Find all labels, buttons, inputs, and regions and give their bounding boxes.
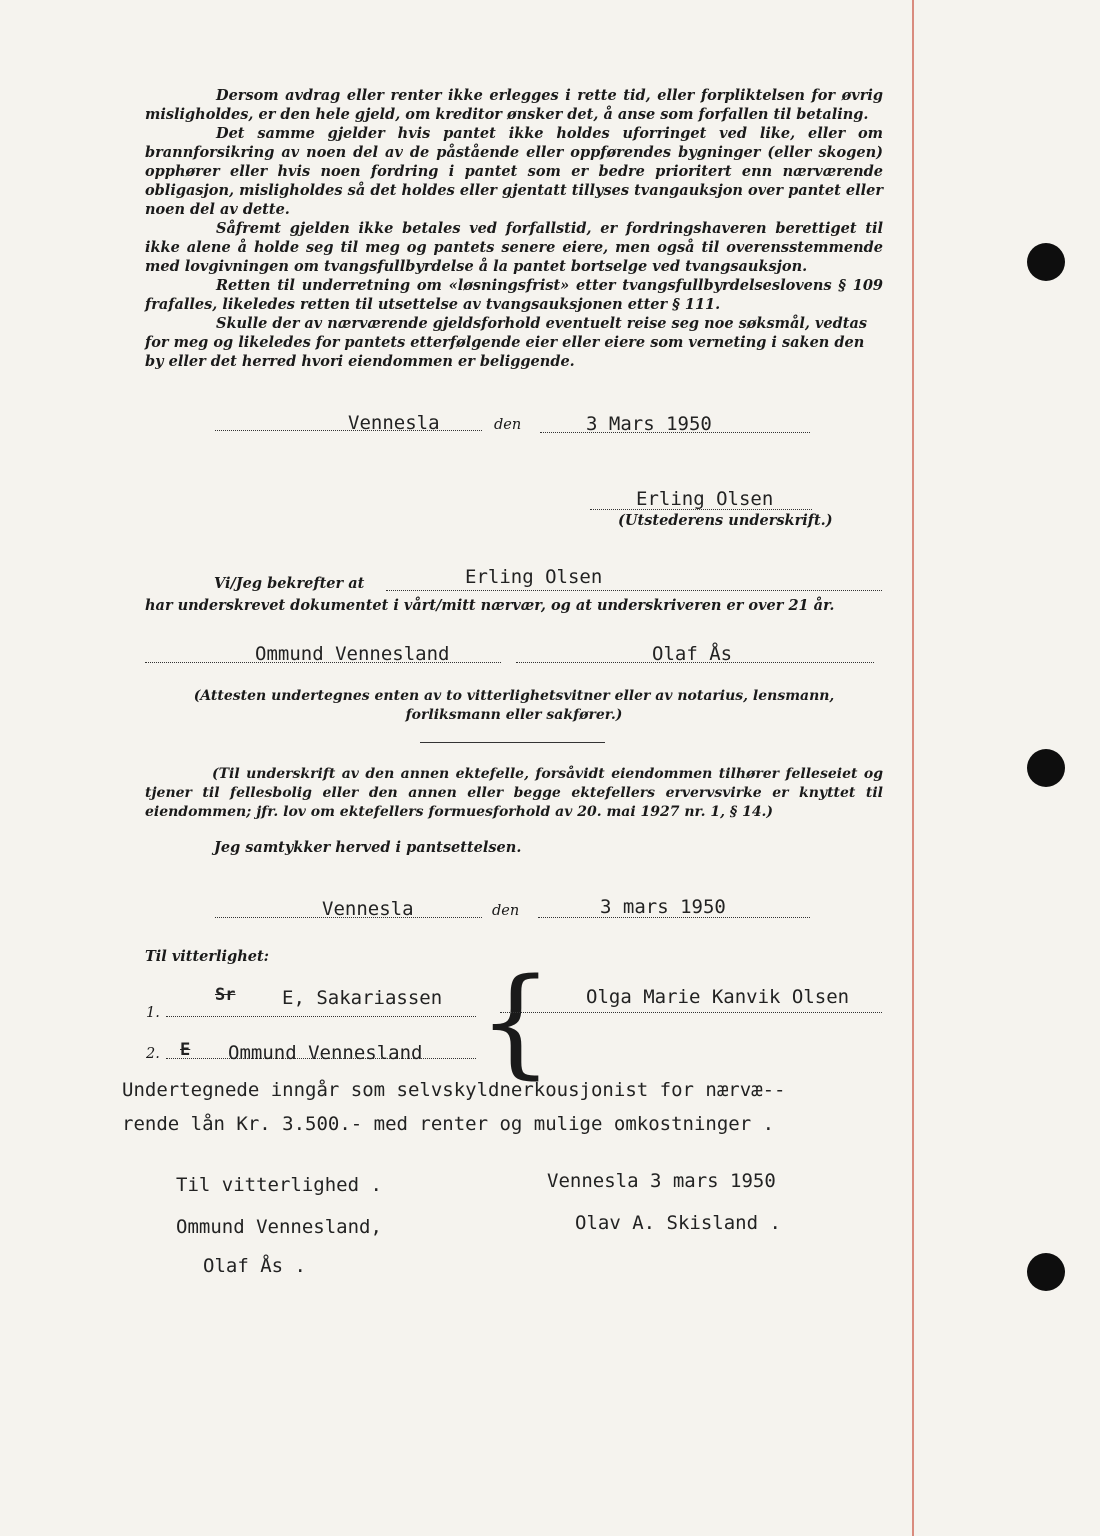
place-value: Vennesla bbox=[348, 412, 440, 434]
paragraph-notice-waiver: Retten til underretning om «løsningsfrist» etter tvangsfullbyrdelseslovens § 109 frafalles, likeledes retten til utsettelse av tvangsauksjonen etter § 111. bbox=[145, 277, 883, 313]
struck-initials: E bbox=[180, 1040, 191, 1060]
addendum-witness-heading: Til vitterlighed . bbox=[176, 1174, 382, 1196]
issuer-signature: Erling Olsen bbox=[636, 488, 774, 510]
witness-number: 1. bbox=[146, 1005, 160, 1021]
attest-witness-1: Ommund Vennesland bbox=[255, 643, 450, 665]
date-value: 3 mars 1950 bbox=[600, 896, 726, 918]
addendum-witness-2: Olaf Ås . bbox=[203, 1255, 306, 1277]
paragraph-collateral: Det samme gjelder hvis pantet ikke holdes uforringet ved like, eller om brannforsikring av noen del av de påstående eller oppførendes bygninger (eller skogen) opphører eller hvis noen fordring i pantet som er bedre prioritert enn nærværende obligasjon, misligholdes så det holdes eller gjentatt tillyses tvangauksjon over pantet eller noen del av dette. bbox=[145, 125, 883, 218]
struck-initials: Sr bbox=[215, 985, 236, 1005]
witness-heading: Til vitterlighet: bbox=[145, 948, 270, 965]
witness-1-name: E, Sakariassen bbox=[282, 987, 443, 1009]
paragraph-venue: Skulle der av nærværende gjeldsforhold eventuelt reise seg noe søksmål, vedtas for meg og likeledes for pantets etterfølgende eier eller eiere som verneting i saken den by eller det herred hvori eiendommen er beliggende. bbox=[145, 315, 868, 370]
spouse-note: (Til underskrift av den annen ektefelle, forsåvidt eiendommen tilhører felleseiet og tjener til fellesbolig eller den annen eller begge ektefellers ervervsvirke er knyttet til eiendommen; jfr. lov om ektefellers formuesforhold av 20. mai 1927 nr. 1, § 14.) bbox=[145, 766, 883, 820]
den-label: den bbox=[494, 417, 522, 433]
attest-witness-2: Olaf Ås bbox=[652, 643, 733, 665]
spouse-signature: Olga Marie Kanvik Olsen bbox=[586, 986, 850, 1008]
addendum-place-date: Vennesla 3 mars 1950 bbox=[547, 1170, 776, 1192]
confirmed-name: Erling Olsen bbox=[465, 566, 603, 588]
separator-rule bbox=[420, 742, 605, 743]
addendum-witness-1: Ommund Vennesland, bbox=[176, 1216, 382, 1238]
witness-number: 2. bbox=[146, 1046, 160, 1062]
date-value: 3 Mars 1950 bbox=[586, 413, 712, 435]
punch-hole-icon bbox=[1027, 1253, 1065, 1291]
confirm-prefix: Vi/Jeg bekrefter at bbox=[214, 575, 365, 592]
brace-glyph: { bbox=[478, 952, 554, 1090]
confirm-name-line bbox=[386, 590, 882, 591]
confirm-text: har underskrevet dokumentet i vårt/mitt nærvær, og at underskriveren er over 21 år. bbox=[145, 597, 835, 614]
punch-hole-icon bbox=[1027, 243, 1065, 281]
place-value: Vennesla bbox=[322, 898, 414, 920]
attest-note: (Attesten undertegnes enten av to vitterlighetsvitner eller av notarius, lensmann, forliksmann eller sakfører.) bbox=[193, 688, 835, 723]
signature-line bbox=[590, 509, 812, 510]
signature-caption: (Utstederens underskrift.) bbox=[618, 512, 833, 529]
paragraph-default: Dersom avdrag eller renter ikke erlegges i rette tid, eller forpliktelsen for øvrig misligholdes, er den hele gjeld, om kreditor ønsker det, å anse som forfallen til betaling. bbox=[145, 87, 883, 123]
witness-2-name: Ommund Vennesland bbox=[228, 1042, 423, 1064]
addendum-line-2: rende lån Kr. 3.500.- med renter og mulige omkostninger . bbox=[122, 1113, 775, 1135]
addendum-guarantor: Olav A. Skisland . bbox=[575, 1212, 781, 1234]
spouse-signature-line bbox=[500, 1012, 882, 1013]
punch-hole-icon bbox=[1027, 749, 1065, 787]
consent-text: Jeg samtykker herved i pantsettelsen. bbox=[214, 839, 522, 856]
witness-line bbox=[166, 1016, 476, 1017]
paragraph-forced-sale: Såfremt gjelden ikke betales ved forfallstid, er fordringshaveren berettiget til ikke alene å holde seg til meg og pantets senere eiere, men også til overensstemmende med lovgivningen om tvangsfullbyrdelse å la pantet bortselge ved tvangsauksjon. bbox=[145, 220, 883, 275]
den-label: den bbox=[492, 903, 520, 919]
addendum-line-1: Undertegnede inngår som selvskyldnerkousjonist for nærvæ-- bbox=[122, 1079, 786, 1101]
red-margin-line bbox=[912, 0, 914, 1536]
